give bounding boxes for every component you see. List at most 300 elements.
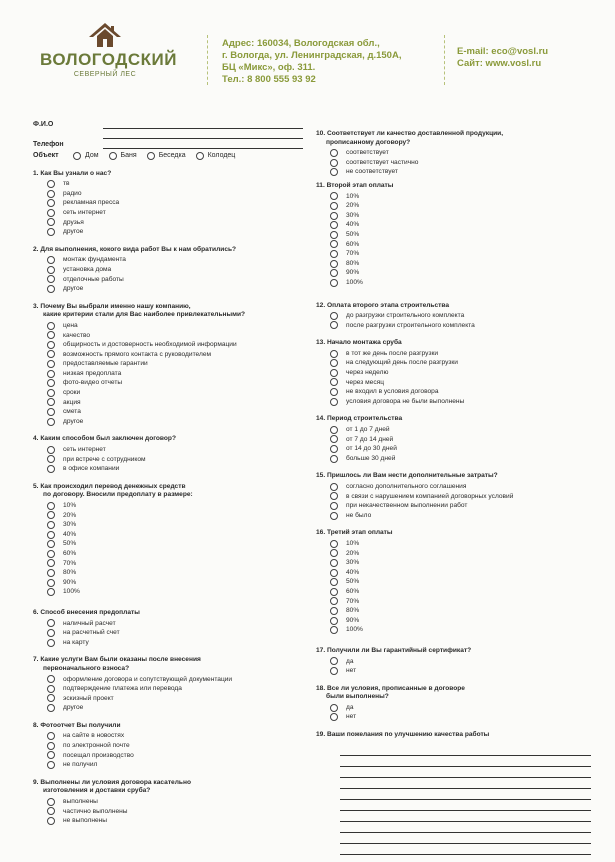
answer-option[interactable] — [47, 331, 303, 341]
answer-option[interactable] — [330, 568, 591, 578]
answer-option-label: 80% — [346, 259, 360, 267]
answer-option-label: другое — [63, 285, 84, 293]
site-line: Сайт: www.vosl.ru — [457, 58, 542, 69]
radio-button[interactable] — [73, 152, 81, 160]
question-7 — [33, 656, 303, 713]
answer-option-label: эскизный проект — [63, 694, 114, 702]
question-title: 7. Какие услуги Вам были оказаны после внесения — [33, 656, 201, 664]
answer-line[interactable] — [340, 789, 591, 800]
question-title: 19. Ваши пожелания по улучшению качества работы — [316, 731, 490, 739]
answer-option[interactable] — [330, 444, 591, 454]
answer-option[interactable] — [330, 358, 591, 368]
answer-option[interactable] — [330, 211, 591, 221]
radio-button[interactable] — [330, 359, 338, 367]
answer-option[interactable] — [330, 454, 591, 464]
radio-button[interactable] — [47, 190, 55, 198]
answer-option[interactable] — [47, 208, 303, 218]
radio-button[interactable] — [47, 742, 55, 750]
question-12 — [316, 302, 591, 331]
question-18 — [316, 685, 591, 722]
header-divider — [444, 35, 445, 85]
answer-option[interactable] — [47, 530, 303, 540]
answer-options — [316, 539, 591, 635]
radio-button[interactable] — [47, 751, 55, 759]
object-option[interactable]: Дом — [73, 151, 99, 161]
answer-option-label: сеть интернет — [63, 446, 106, 454]
answer-option[interactable] — [47, 388, 303, 398]
answer-option-label: сеть интернет — [63, 208, 106, 216]
radio-button[interactable] — [330, 455, 338, 463]
radio-button[interactable] — [47, 398, 55, 406]
answer-option[interactable] — [47, 511, 303, 521]
answer-option[interactable] — [47, 198, 303, 208]
answer-option[interactable] — [47, 731, 303, 741]
answer-option-label: 20% — [63, 511, 77, 519]
question-title: 3. Почему Вы выбрали именно нашу компанию, — [33, 302, 191, 310]
radio-button[interactable] — [330, 260, 338, 268]
question-title: 13. Начало монтажа сруба — [316, 339, 402, 347]
answer-option-label: в связи с нарушением компанией договорных условий — [346, 492, 514, 500]
radio-button[interactable] — [47, 322, 55, 330]
radio-button[interactable] — [47, 350, 55, 358]
answer-option[interactable] — [47, 321, 303, 331]
answer-option[interactable] — [330, 397, 591, 407]
answer-line[interactable] — [340, 778, 591, 789]
radio-button[interactable] — [330, 369, 338, 377]
phone-input-line[interactable] — [103, 148, 303, 149]
answer-option[interactable] — [47, 227, 303, 237]
question-title: 8. Фотоотчет Вы получили — [33, 721, 121, 729]
answer-option-label: 40% — [346, 568, 360, 576]
answer-option-label: 50% — [63, 540, 77, 548]
radio-button[interactable] — [47, 511, 55, 519]
answer-option[interactable] — [47, 807, 303, 817]
fio-label: Ф.И.О — [33, 121, 54, 129]
answer-option[interactable] — [47, 359, 303, 369]
answer-options — [316, 482, 591, 520]
answer-option[interactable] — [330, 558, 591, 568]
radio-button[interactable] — [47, 761, 55, 769]
answer-option-label: 10% — [346, 192, 360, 200]
radio-button[interactable] — [147, 152, 155, 160]
letterhead — [0, 0, 615, 110]
logo-name: ВОЛОГОДСКИЙ — [40, 50, 177, 69]
question-13 — [316, 339, 591, 406]
question-9 — [33, 779, 303, 826]
answer-option[interactable] — [330, 501, 591, 511]
answer-option[interactable] — [47, 619, 303, 629]
question-title: 17. Получили ли Вы гарантийный сертификат? — [316, 646, 472, 654]
answer-option[interactable] — [330, 268, 591, 278]
answer-option[interactable] — [330, 492, 591, 502]
answer-option-label: 60% — [346, 240, 360, 248]
radio-button[interactable] — [47, 559, 55, 567]
radio-button[interactable] — [330, 445, 338, 453]
radio-button[interactable] — [47, 446, 55, 454]
answer-option-label: рекламная пресса — [63, 199, 120, 207]
radio-button[interactable] — [47, 285, 55, 293]
radio-button[interactable] — [330, 388, 338, 396]
radio-button[interactable] — [330, 617, 338, 625]
answer-option[interactable] — [330, 167, 591, 177]
radio-button[interactable] — [330, 240, 338, 248]
answer-option[interactable] — [47, 578, 303, 588]
answer-option[interactable] — [330, 597, 591, 607]
answer-option-label: при некачественном выполнении работ — [346, 502, 468, 510]
answer-option[interactable] — [330, 201, 591, 211]
radio-button[interactable] — [330, 626, 338, 634]
radio-button[interactable] — [47, 629, 55, 637]
answer-option-label: подтверждение платежа или перевода — [63, 685, 182, 693]
answer-option[interactable] — [47, 559, 303, 569]
radio-button[interactable] — [330, 321, 338, 329]
phone-field — [33, 140, 303, 150]
answer-option[interactable] — [330, 549, 591, 559]
answer-option[interactable] — [330, 606, 591, 616]
answer-option[interactable] — [47, 539, 303, 549]
answer-option-label: нет — [346, 713, 357, 721]
radio-button[interactable] — [47, 550, 55, 558]
answer-option[interactable] — [330, 349, 591, 359]
answer-option[interactable] — [47, 350, 303, 360]
answer-option-label: друзья — [63, 218, 84, 226]
answer-option[interactable] — [47, 587, 303, 597]
radio-button[interactable] — [330, 578, 338, 586]
radio-button[interactable] — [330, 168, 338, 176]
question-16 — [316, 529, 591, 635]
question-title: 15. Пришлось ли Вам нести дополнительные затраты? — [316, 472, 498, 480]
answer-option[interactable] — [47, 741, 303, 751]
radio-button[interactable] — [330, 597, 338, 605]
radio-button[interactable] — [330, 231, 338, 239]
fio-input-line[interactable] — [103, 132, 303, 139]
answer-option[interactable] — [47, 369, 303, 379]
object-option[interactable]: Беседка — [147, 151, 186, 161]
radio-button[interactable] — [330, 657, 338, 665]
radio-button[interactable] — [47, 199, 55, 207]
question-8 — [33, 722, 303, 770]
radio-button[interactable] — [47, 619, 55, 627]
answer-option[interactable] — [330, 311, 591, 321]
radio-button[interactable] — [330, 713, 338, 721]
object-option[interactable]: Баня — [109, 151, 137, 161]
answer-option[interactable] — [330, 666, 591, 676]
answer-option-label: цена — [63, 321, 78, 329]
radio-button[interactable] — [47, 588, 55, 596]
radio-button[interactable] — [330, 667, 338, 675]
answer-option-label: от 14 до 30 дней — [346, 445, 397, 453]
company-logo — [40, 22, 177, 78]
answer-option[interactable] — [330, 539, 591, 549]
radio-button[interactable] — [47, 531, 55, 539]
question-title: 5. Как происходил перевод денежных средств — [33, 482, 186, 490]
radio-button[interactable] — [330, 492, 338, 500]
answer-option[interactable] — [47, 255, 303, 265]
radio-button[interactable] — [330, 221, 338, 229]
answer-options — [33, 501, 303, 597]
phone-line: Тел.: 8 800 555 93 92 — [222, 74, 316, 85]
answer-option-label: да — [346, 703, 354, 711]
radio-button[interactable] — [109, 152, 117, 160]
radio-button[interactable] — [330, 398, 338, 406]
answer-option-label: оформление договора и сопутствующей документации — [63, 675, 233, 683]
answer-option[interactable] — [330, 220, 591, 230]
answer-option[interactable] — [330, 158, 591, 168]
radio-button[interactable] — [47, 817, 55, 825]
answer-option[interactable] — [47, 189, 303, 199]
answer-option[interactable] — [47, 703, 303, 713]
email-line: E-mail: eco@vosl.ru — [457, 46, 549, 57]
radio-button[interactable] — [47, 704, 55, 712]
answer-option[interactable] — [330, 616, 591, 626]
radio-button[interactable] — [330, 540, 338, 548]
answer-line[interactable] — [340, 833, 591, 844]
answer-line[interactable] — [340, 767, 591, 778]
answer-option[interactable] — [47, 265, 303, 275]
answer-option[interactable] — [330, 321, 591, 331]
question-title: 12. Оплата второго этапа строительства — [316, 301, 450, 309]
radio-button[interactable] — [47, 521, 55, 529]
answer-option-label: 10% — [346, 539, 360, 547]
question-title: 6. Способ внесения предоплаты — [33, 608, 140, 616]
answer-option-label: низкая предоплата — [63, 369, 122, 377]
answer-option[interactable] — [330, 148, 591, 158]
radio-button[interactable] — [47, 370, 55, 378]
answer-option[interactable] — [47, 378, 303, 388]
radio-button[interactable] — [47, 379, 55, 387]
answer-option[interactable] — [47, 179, 303, 189]
answer-line[interactable] — [340, 745, 591, 756]
answer-option-label: 100% — [346, 626, 363, 634]
radio-button[interactable] — [330, 549, 338, 557]
answer-option-label: выполнены — [63, 798, 98, 806]
answer-option[interactable] — [47, 340, 303, 350]
question-title-continued: первоначального взноса? — [43, 664, 130, 672]
answer-option[interactable] — [47, 568, 303, 578]
answer-options — [33, 675, 303, 713]
answer-option-label: акция — [63, 398, 81, 406]
answer-option[interactable] — [47, 417, 303, 427]
radio-button[interactable] — [330, 378, 338, 386]
header-divider — [207, 35, 208, 85]
radio-button[interactable] — [330, 192, 338, 200]
radio-button[interactable] — [47, 180, 55, 188]
answer-options — [316, 657, 591, 676]
answer-option-label: 90% — [63, 578, 77, 586]
question-title-continued: изготовления и доставки сруба? — [43, 787, 151, 795]
radio-button[interactable] — [330, 269, 338, 277]
question-14 — [316, 415, 591, 463]
radio-button[interactable] — [330, 435, 338, 443]
logo-subtitle: СЕВЕРНЫЙ ЛЕС — [73, 71, 137, 78]
question-title-continued: были выполнены? — [326, 693, 389, 701]
radio-button[interactable] — [47, 639, 55, 647]
answer-line[interactable] — [340, 811, 591, 822]
question-5 — [33, 483, 303, 597]
radio-button[interactable] — [330, 212, 338, 220]
answer-option[interactable] — [47, 284, 303, 294]
radio-button[interactable] — [47, 675, 55, 683]
radio-button[interactable] — [330, 512, 338, 520]
radio-button[interactable] — [47, 341, 55, 349]
left-column — [33, 120, 303, 826]
question-title: 14. Период строительства — [316, 415, 403, 423]
answer-option[interactable] — [330, 703, 591, 713]
answer-option[interactable] — [47, 520, 303, 530]
answer-option-label: не входил в условия договора — [346, 388, 439, 396]
answer-option[interactable] — [330, 435, 591, 445]
radio-button[interactable] — [47, 579, 55, 587]
radio-button[interactable] — [47, 209, 55, 217]
answer-option[interactable] — [330, 625, 591, 635]
answer-option[interactable] — [47, 638, 303, 648]
question-title-continued: по договору. Вносили предоплату в размере: — [43, 491, 193, 499]
answer-option[interactable] — [47, 275, 303, 285]
question-title: 9. Выполнены ли условия договора касательно — [33, 778, 191, 786]
radio-button[interactable] — [47, 418, 55, 426]
answer-options — [33, 731, 303, 769]
company-contacts — [457, 46, 548, 70]
radio-button[interactable] — [330, 149, 338, 157]
answer-option-label: на сайте в новостях — [63, 732, 125, 740]
answer-option-label: не соответствует — [346, 168, 398, 176]
answer-option-label: на карту — [63, 638, 89, 646]
question-3 — [33, 303, 303, 427]
answer-option-label: общирность и достоверность необходимой информации — [63, 341, 237, 349]
answer-option-label: не было — [346, 511, 372, 519]
answer-option-label: при встрече с сотрудником — [63, 455, 146, 463]
radio-button[interactable] — [47, 389, 55, 397]
answer-option[interactable] — [47, 675, 303, 685]
answer-option[interactable] — [330, 192, 591, 202]
answer-option-label: через месяц — [346, 378, 384, 386]
answer-option[interactable] — [330, 425, 591, 435]
radio-button[interactable] — [47, 732, 55, 740]
answer-options — [316, 192, 591, 288]
fio-input-line[interactable] — [103, 128, 303, 129]
radio-button[interactable] — [330, 607, 338, 615]
radio-button[interactable] — [330, 350, 338, 358]
answer-option[interactable] — [47, 398, 303, 408]
answer-option[interactable] — [47, 464, 303, 474]
question-6 — [33, 609, 303, 647]
answer-option[interactable] — [47, 407, 303, 417]
answer-option[interactable] — [330, 230, 591, 240]
answer-option[interactable] — [47, 684, 303, 694]
answer-option[interactable] — [47, 501, 303, 511]
answer-option[interactable] — [47, 445, 303, 455]
radio-button[interactable] — [47, 502, 55, 510]
answer-option-label: наличный расчет — [63, 619, 116, 627]
radio-button[interactable] — [47, 360, 55, 368]
radio-button[interactable] — [330, 704, 338, 712]
object-label: Объект — [33, 152, 59, 159]
answer-option[interactable] — [47, 816, 303, 826]
answer-options — [33, 797, 303, 826]
answer-option[interactable] — [47, 694, 303, 704]
answer-option-label: 60% — [346, 587, 360, 595]
answer-option[interactable] — [330, 259, 591, 269]
radio-button[interactable] — [47, 218, 55, 226]
question-1 — [33, 170, 303, 237]
answer-option[interactable] — [330, 712, 591, 722]
radio-button[interactable] — [47, 694, 55, 702]
answer-option-label: да — [346, 657, 354, 665]
answer-option-label: установка дома — [63, 265, 112, 273]
answer-option-label: качество — [63, 331, 91, 339]
object-option[interactable]: Колодец — [196, 151, 236, 161]
answer-options — [316, 148, 591, 177]
radio-button[interactable] — [47, 455, 55, 463]
answer-option[interactable] — [330, 587, 591, 597]
question-title-continued: прописанному договору? — [326, 138, 411, 146]
radio-button[interactable] — [47, 256, 55, 264]
answer-option[interactable] — [330, 249, 591, 259]
radio-button[interactable] — [330, 250, 338, 258]
answer-option-label: 100% — [63, 588, 80, 596]
radio-button[interactable] — [330, 483, 338, 491]
radio-button[interactable] — [47, 798, 55, 806]
answer-line[interactable] — [340, 844, 591, 855]
answer-line[interactable] — [340, 800, 591, 811]
answer-option[interactable] — [330, 511, 591, 521]
answer-option[interactable] — [47, 218, 303, 228]
company-address — [222, 38, 401, 86]
radio-button[interactable] — [330, 202, 338, 210]
answer-line[interactable] — [340, 822, 591, 833]
answer-option[interactable] — [47, 751, 303, 761]
radio-button[interactable] — [47, 465, 55, 473]
answer-option-label: 40% — [346, 221, 360, 229]
radio-button[interactable] — [47, 540, 55, 548]
answer-option[interactable] — [47, 549, 303, 559]
radio-button[interactable] — [330, 569, 338, 577]
answer-option[interactable] — [47, 628, 303, 638]
radio-button[interactable] — [47, 331, 55, 339]
radio-button[interactable] — [330, 559, 338, 567]
answer-option[interactable] — [47, 760, 303, 770]
answer-option[interactable] — [330, 482, 591, 492]
radio-button[interactable] — [330, 502, 338, 510]
radio-button[interactable] — [47, 569, 55, 577]
radio-button[interactable] — [47, 266, 55, 274]
right-column — [316, 130, 591, 855]
radio-button[interactable] — [330, 588, 338, 596]
radio-button[interactable] — [47, 275, 55, 283]
answer-option[interactable] — [47, 455, 303, 465]
radio-button[interactable] — [196, 152, 204, 160]
radio-button[interactable] — [47, 228, 55, 236]
answer-option[interactable] — [330, 378, 591, 388]
answer-line[interactable] — [340, 756, 591, 767]
question-title: 16. Третий этап оплаты — [316, 529, 393, 537]
radio-button[interactable] — [47, 408, 55, 416]
answer-option[interactable] — [330, 240, 591, 250]
radio-button[interactable] — [330, 312, 338, 320]
radio-button[interactable] — [330, 159, 338, 167]
radio-button[interactable] — [330, 426, 338, 434]
radio-button[interactable] — [47, 807, 55, 815]
radio-button[interactable] — [330, 279, 338, 287]
answer-option-label: от 1 до 7 дней — [346, 426, 390, 434]
answer-option[interactable] — [47, 797, 303, 807]
answer-option[interactable] — [330, 387, 591, 397]
radio-button[interactable] — [47, 685, 55, 693]
answer-option[interactable] — [330, 577, 591, 587]
answer-option[interactable] — [330, 657, 591, 667]
answer-option[interactable] — [330, 278, 591, 288]
answer-option[interactable] — [330, 368, 591, 378]
